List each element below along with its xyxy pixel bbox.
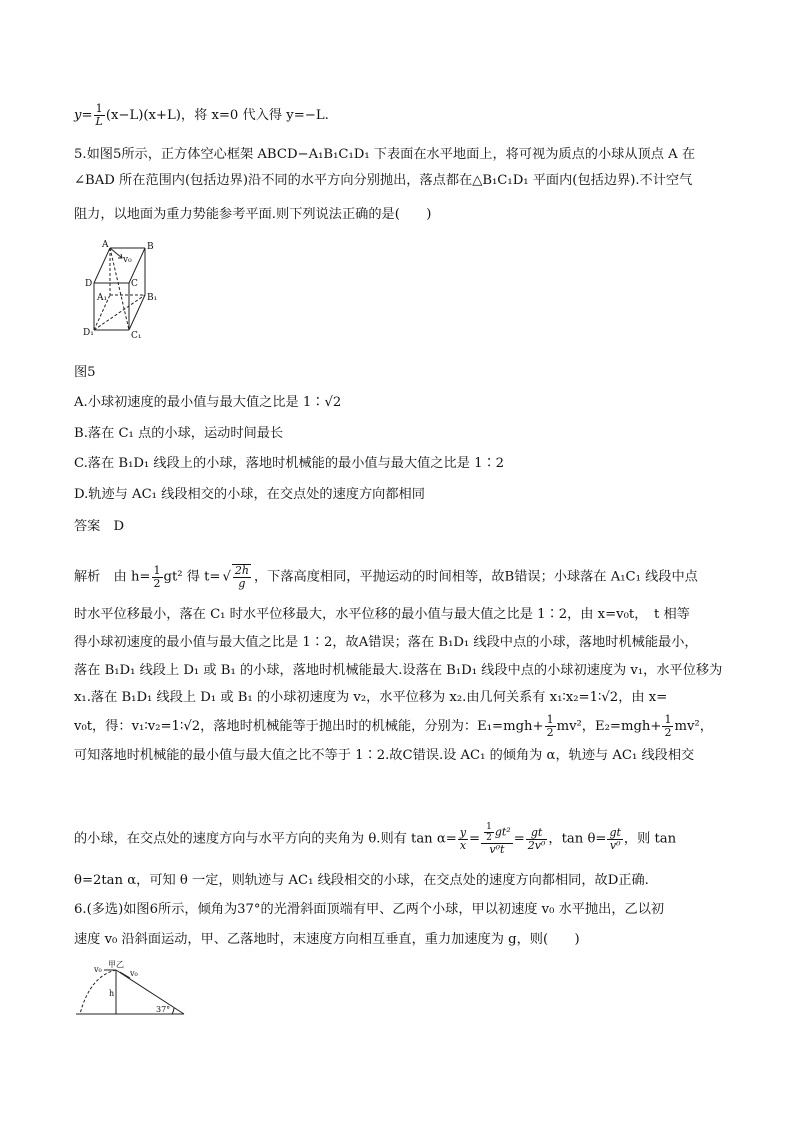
label-A: A	[102, 240, 109, 250]
analysis-line-3: 得小球初速度的最小值与最大值之比是 1∶2，故A错误；落在 B₁D₁ 线段中点的小球，落地时机械能最小，	[74, 635, 698, 650]
q5-stem-line-2: ∠BAD 所在范围内(包括边界)沿不同的水平方向分别抛出，落点都在△B₁C₁D₁ 平面内(包括边界).不计空气	[74, 173, 693, 188]
analysis-line-8: 的小球，在交点处的速度方向与水平方向的夹角为 θ.则有 tan α= $\frac{y}{x}$ = $\frac{1}{2}$ gt² v⁰t = $\frac{gt}{\text{2v⁰}}$ ，tan θ= $\frac{gt}{\text{v⁰}}$ ，则 tan	[74, 822, 677, 856]
q5-option-a: A.小球初速度的最小值与最大值之比是 1∶√2	[74, 395, 342, 410]
analysis-line-2: 时水平位移最小，落在 C₁ 时水平位移最大，水平位移的最小值与最大值之比是 1∶2，由 x=v₀t， t 相等	[74, 607, 690, 622]
q5-option-c: C.落在 B₁D₁ 线段上的小球，落地时机械能的最小值与最大值之比是 1∶2	[74, 456, 505, 471]
label-37-degree: 37°	[156, 1005, 171, 1014]
analysis-line-6: v₀t，得：v₁∶v₂=1∶√2，落地时机械能等于抛出时的机械能，分别为：E₁=mgh+ $\frac{1}{2}$ mv²，E₂=mgh+ $\frac{1}{2}$ mv²，	[74, 713, 713, 739]
q6-stem-line-1: 6.(多选)如图6所示，倾角为37°的光滑斜面顶端有甲、乙两个小球，甲以初速度 v₀ 水平抛出，乙以初	[74, 902, 665, 917]
analysis-line-1: 解析 由 h= $\frac{1}{2}$ gt² 得 t= √ $\frac{2h}{g}$ ，下落高度相同，平抛运动的时间相等，故B错误；小球落在 A₁C₁ 线段中点	[74, 563, 698, 590]
label-v0-jia: v₀	[94, 965, 102, 974]
label-C1: C₁	[131, 331, 142, 341]
analysis-line-9: θ=2tan α，可知 θ 一定，则轨迹与 AC₁ 线段相交的小球，在交点处的速度方向都相同，故D正确.	[74, 873, 649, 888]
label-h: h	[109, 989, 115, 998]
label-A1: A₁	[97, 293, 108, 303]
incline-figure	[72, 958, 192, 1020]
label-C: C	[131, 279, 138, 289]
q6-stem-line-2: 速度 v₀ 沿斜面运动，甲、乙落地时，末速度方向相互垂直，重力加速度为 g，则( )	[74, 932, 580, 947]
analysis-line-4: 落在 B₁D₁ 线段上 D₁ 或 B₁ 的小球，落地时机械能最大.设落在 B₁D₁ 线段中点的小球初速度为 v₁，水平位移为	[74, 663, 723, 678]
sqrt-2h-over-g: √ $\frac{2h}{g}$	[222, 564, 249, 590]
analysis-line-7: 可知落地时机械能的最小值与最大值之比不等于 1∶2.故C错误.设 AC₁ 的倾角为 α，轨迹与 AC₁ 线段相交	[74, 748, 695, 763]
formula-lhs: y=	[74, 108, 93, 123]
top-formula-line	[74, 103, 329, 128]
label-jia-yi: 甲乙	[108, 960, 124, 969]
cube-frame-figure	[80, 238, 180, 348]
label-D1: D₁	[83, 328, 94, 338]
q5-option-d: D.轨迹与 AC₁ 线段相交的小球，在交点处的速度方向都相同	[74, 487, 425, 502]
label-v0-yi: v₀	[130, 969, 138, 978]
formula-rhs: (x−L)(x+L)，将 x=0 代入得 y=−L.	[105, 108, 329, 123]
q5-stem-line-3: 阻力，以地面为重力势能参考平面.则下列说法正确的是( )	[74, 207, 432, 222]
q5-option-b: B.落在 C₁ 点的小球，运动时间最长	[74, 426, 284, 441]
analysis-line-5: x₁.落在 B₁D₁ 线段上 D₁ 或 B₁ 的小球初速度为 v₂，水平位移为 x₂.由几何关系有 x₁∶x₂=1∶√2，由 x=	[74, 690, 668, 705]
q5-stem-line-1: 5.如图5所示，正方体空心框架 ABCD−A₁B₁C₁D₁ 下表面在水平地面上，将可视为质点的小球从顶点 A 在	[74, 147, 696, 162]
label-B1: B₁	[147, 293, 158, 303]
label-v0: v₀	[123, 255, 132, 265]
label-D: D	[85, 279, 93, 289]
fraction-1-over-L: $\frac{1}{L}$	[95, 102, 103, 128]
figure-5-caption: 图5	[74, 365, 96, 380]
q5-answer: 答案 D	[74, 519, 125, 534]
label-B: B	[147, 242, 154, 252]
